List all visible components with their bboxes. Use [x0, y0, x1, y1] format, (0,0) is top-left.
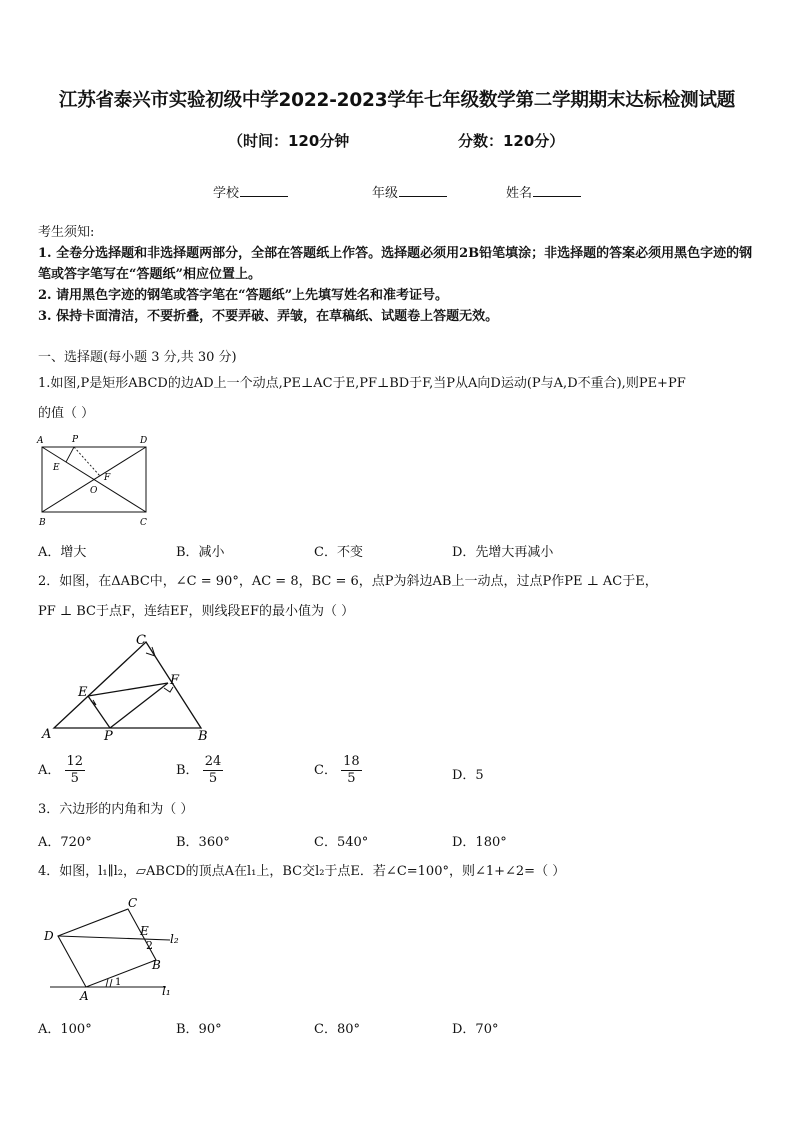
q2-option-c[interactable]	[314, 754, 362, 787]
question-1-text: 1.如图,P是矩形ABCD的边AD上一个动点,PE⊥AC于E,PF⊥BD于F,当P从A向D运动(P与A,D不重合),则PE+PF	[38, 376, 686, 391]
name-field[interactable]	[506, 182, 581, 201]
label-f: F	[170, 673, 180, 688]
numerator: 12	[66, 754, 84, 769]
q3-option-c[interactable]: C．540°	[314, 835, 369, 850]
notice-block	[38, 222, 760, 327]
q2-option-d[interactable]: D．5	[452, 768, 484, 783]
label-a: A	[37, 436, 44, 446]
exam-title: 江苏省泰兴市实验初级中学2022-2023学年七年级数学第二学期期末达标检测试题	[58, 90, 736, 111]
option-letter: C．	[314, 763, 337, 778]
notice-item: 1. 全卷分选择题和非选择题两部分，全部在答题纸上作答。选择题必须用2B铅笔填涂；非选择题的答案必须用黑色字迹的钢笔或答字笔写在“答题纸”相应位置上。	[38, 246, 753, 282]
section-heading: 一、选择题(每小题 3 分,共 30 分)	[38, 350, 237, 365]
option-letter: B．	[176, 763, 199, 778]
label-o: O	[90, 486, 98, 496]
q2-option-b[interactable]	[176, 754, 223, 787]
label-b: B	[152, 958, 161, 972]
label-d: D	[140, 436, 148, 446]
segment-pf	[110, 683, 168, 728]
name-label: 姓名	[506, 186, 533, 201]
exam-score: 分数：120分）	[458, 132, 565, 150]
label-b: B	[198, 729, 208, 744]
label-l2: l₂	[170, 932, 179, 946]
denominator: 5	[70, 771, 79, 786]
q4-figure	[36, 895, 196, 1007]
label-d: D	[44, 929, 54, 943]
notice-item: 3. 保持卡面清洁，不要折叠，不要弄破、弄皱，在草稿纸、试题卷上答题无效。	[38, 309, 499, 324]
angle-1-mark	[106, 979, 112, 987]
label-b: B	[39, 518, 46, 528]
q3-option-b[interactable]: B．360°	[176, 835, 230, 850]
denominator: 5	[347, 771, 356, 786]
question-1-text-cont: 的值（ ）	[38, 406, 95, 421]
question-2-text-cont: PF ⊥ BC于点F，连结EF，则线段EF的最小值为（ ）	[38, 604, 355, 619]
q1-option-b[interactable]: B．减小	[176, 545, 225, 560]
question-3-text: 3．六边形的内角和为（ ）	[38, 802, 194, 817]
label-l1: l₁	[162, 984, 171, 998]
numerator: 18	[343, 754, 360, 769]
school-field[interactable]	[213, 182, 288, 201]
q2-option-a[interactable]	[38, 754, 85, 787]
numerator: 24	[204, 754, 222, 769]
label-e: E	[78, 685, 88, 700]
grade-label: 年级	[372, 186, 399, 201]
label-p: P	[72, 435, 79, 445]
q3-option-d[interactable]: D．180°	[452, 835, 507, 850]
notice-heading: 考生须知:	[38, 225, 95, 240]
fraction	[65, 754, 86, 787]
school-label: 学校	[213, 186, 240, 201]
question-4-text: 4．如图，l₁∥l₂，▱ABCD的顶点A在l₁上，BC交l₂于点E．若∠C=100°，则∠1+∠2=（ ）	[38, 864, 566, 879]
question-2-text: 2．如图，在ΔABC中，∠C = 90°，AC = 8，BC = 6，点P为斜边AB上一动点，过点P作PE ⊥ AC于E，	[38, 574, 658, 589]
q2-figure	[36, 632, 216, 744]
segment-pe	[66, 447, 74, 462]
line-l2	[58, 936, 170, 940]
q1-option-d[interactable]: D．先增大再减小	[452, 545, 554, 560]
label-e: E	[53, 463, 60, 473]
fraction	[203, 754, 224, 787]
parallelogram-abcd	[58, 909, 156, 987]
q4-option-c[interactable]: C．80°	[314, 1022, 360, 1037]
label-c: C	[140, 518, 147, 528]
label-e: E	[140, 924, 149, 938]
denominator: 5	[208, 771, 218, 786]
q1-option-c[interactable]: C．不变	[314, 545, 363, 560]
q4-option-a[interactable]: A．100°	[38, 1022, 92, 1037]
fraction	[341, 754, 362, 787]
q1-option-a[interactable]: A．增大	[38, 545, 87, 560]
q4-option-b[interactable]: B．90°	[176, 1022, 222, 1037]
grade-field[interactable]	[372, 182, 447, 201]
exam-time: （时间：120分钟	[228, 132, 350, 150]
segment-pf	[74, 447, 100, 476]
label-c: C	[136, 633, 146, 648]
label-c: C	[128, 896, 138, 910]
label-f: F	[104, 473, 111, 483]
q3-option-a[interactable]: A．720°	[38, 835, 92, 850]
label-angle-1: 1	[115, 977, 122, 988]
label-a: A	[42, 727, 52, 742]
option-letter: A．	[38, 763, 61, 778]
label-angle-2: 2	[146, 939, 153, 952]
q4-option-d[interactable]: D．70°	[452, 1022, 499, 1037]
q1-figure	[34, 432, 154, 530]
notice-item: 2. 请用黑色字迹的钢笔或答字笔在“答题纸”上先填写姓名和准考证号。	[38, 288, 449, 303]
label-a: A	[80, 989, 89, 1003]
label-p: P	[104, 729, 113, 744]
